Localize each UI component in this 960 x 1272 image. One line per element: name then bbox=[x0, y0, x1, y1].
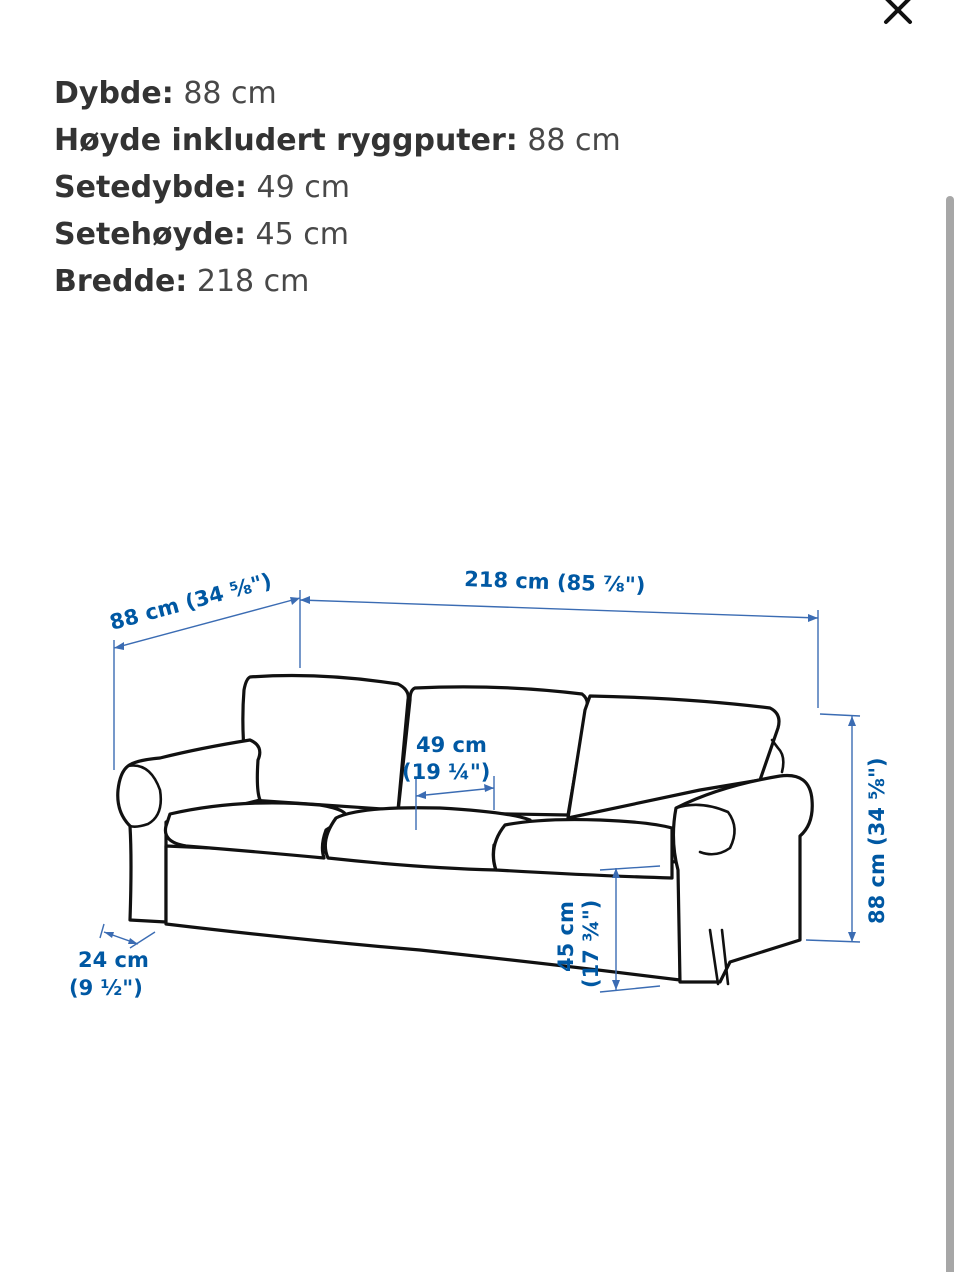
spec-label: Høyde inkludert ryggputer: bbox=[54, 123, 518, 158]
spec-label: Dybde: bbox=[54, 76, 174, 111]
spec-value: 88 cm bbox=[183, 76, 277, 111]
leg-distance-in-label: (9 ½") bbox=[69, 976, 143, 1000]
seat-depth-cm-label: 49 cm bbox=[416, 733, 487, 757]
spec-label: Setedybde: bbox=[54, 170, 247, 205]
close-button[interactable] bbox=[878, 0, 918, 30]
sofa-dimension-diagram bbox=[0, 540, 940, 1100]
close-icon bbox=[878, 0, 918, 30]
spec-label: Setehøyde: bbox=[54, 217, 246, 252]
seat-depth-in-label: (19 ¼") bbox=[402, 760, 491, 784]
sofa-illustration bbox=[118, 676, 813, 984]
spec-row-depth bbox=[54, 70, 621, 117]
spec-value: 45 cm bbox=[255, 217, 349, 252]
width-dimension-label: 218 cm (85 ⅞") bbox=[463, 567, 646, 598]
spec-row-seat-depth bbox=[54, 164, 621, 211]
depth-dimension-label: 88 cm (34 ⅝") bbox=[107, 568, 275, 635]
spec-value: 49 cm bbox=[256, 170, 350, 205]
spec-label: Bredde: bbox=[54, 264, 188, 299]
leg-distance-cm-label: 24 cm bbox=[78, 948, 149, 972]
spec-value: 218 cm bbox=[196, 264, 310, 299]
height-dimension-label: 88 cm (34 ⅝") bbox=[865, 757, 889, 924]
spec-row-height bbox=[54, 117, 621, 164]
spec-row-width bbox=[54, 258, 621, 305]
seat-height-in-label: (17 ¾") bbox=[579, 899, 603, 988]
scrollbar[interactable] bbox=[946, 196, 954, 1272]
dimension-list bbox=[54, 70, 621, 305]
seat-height-cm-label: 45 cm bbox=[554, 901, 578, 972]
spec-value: 88 cm bbox=[527, 123, 621, 158]
spec-row-seat-height bbox=[54, 211, 621, 258]
